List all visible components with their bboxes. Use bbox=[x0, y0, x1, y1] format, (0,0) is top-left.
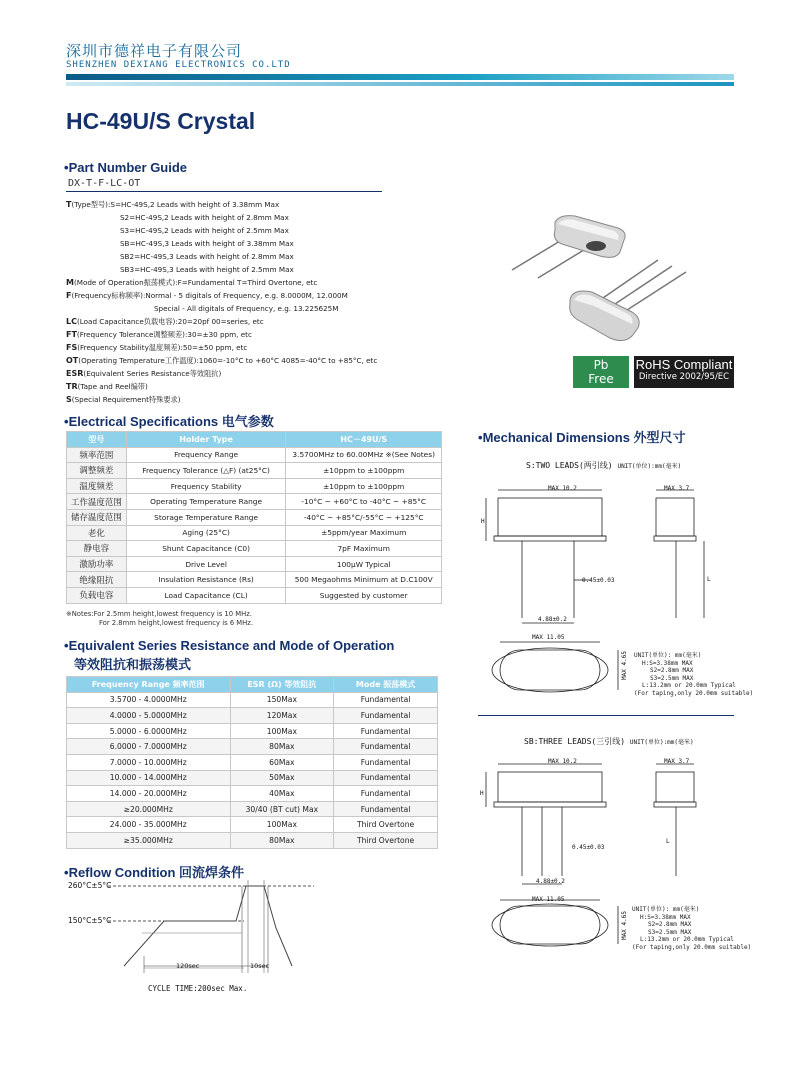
table-cell: Operating Temperature Range bbox=[126, 494, 286, 510]
dim3-max-3-7: MAX 3.7 bbox=[664, 758, 690, 765]
table-cell: Frequency Stability bbox=[126, 478, 286, 494]
part-number-key: FT bbox=[66, 330, 77, 339]
dim-lead-dia: 0.45±0.03 bbox=[582, 577, 615, 584]
notes-s3: S3=2.5mm MAX bbox=[650, 674, 694, 682]
part-number-line bbox=[66, 341, 466, 354]
table-row bbox=[67, 770, 438, 786]
table-row bbox=[67, 817, 438, 833]
table-cell: Suggested by customer bbox=[286, 587, 442, 603]
table-cell: Fundamental bbox=[334, 801, 438, 817]
table-row bbox=[67, 572, 442, 588]
dim3-h: H bbox=[480, 790, 484, 797]
table-cell: 6.0000 - 7.0000MHz bbox=[67, 739, 231, 755]
reflow-duration-120: 120sec bbox=[176, 962, 200, 970]
dim-max-3-7: MAX 3.7 bbox=[664, 485, 690, 492]
dim3-max-10-2: MAX 10.2 bbox=[548, 758, 577, 765]
part-number-line bbox=[66, 302, 466, 315]
part-number-text: (Special Requirement特殊要求) bbox=[71, 395, 181, 404]
dim3-max-4-65: MAX 4.65 bbox=[620, 911, 628, 940]
notes3-ltyp: L:13.2mm or 20.0mm Typical bbox=[640, 936, 734, 943]
part-number-line bbox=[66, 354, 466, 367]
company-name-cn: 深圳市德祥电子有限公司 bbox=[66, 42, 243, 60]
table-cell: 工作温度范围 bbox=[67, 494, 127, 510]
table-cell: Fundamental bbox=[334, 754, 438, 770]
table-cell: Frequency Range bbox=[126, 447, 286, 463]
part-number-text: Special - All digitals of Frequency, e.g. 13.225625M bbox=[154, 304, 339, 313]
table-cell: 10.000 - 14.000MHz bbox=[67, 770, 231, 786]
part-number-key: S bbox=[66, 395, 72, 404]
part-number-line bbox=[66, 211, 466, 224]
table-row bbox=[67, 786, 438, 802]
part-number-line bbox=[66, 380, 466, 393]
table-cell: 100Max bbox=[230, 817, 334, 833]
table-row bbox=[67, 708, 438, 724]
table-cell: 100Max bbox=[230, 723, 334, 739]
table-row bbox=[67, 692, 438, 708]
reflow-cycle-time: CYCLE TIME:200sec Max. bbox=[148, 984, 248, 993]
dim-max-4-65: MAX 4.65 bbox=[620, 651, 628, 680]
mech-divider bbox=[478, 715, 734, 716]
table-cell: 100μW Typical bbox=[286, 556, 442, 572]
table-cell: 3.5700 - 4.0000MHz bbox=[67, 692, 231, 708]
table-cell: 500 Megaohms Minimum at D.C100V bbox=[286, 572, 442, 588]
part-number-line bbox=[66, 224, 466, 237]
table-cell: Aging (25°C) bbox=[126, 525, 286, 541]
company-name-en: SHENZHEN DEXIANG ELECTRONICS CO.LTD bbox=[66, 60, 291, 70]
table-cell: Fundamental bbox=[334, 786, 438, 802]
table-cell: ±10ppm to ±100ppm bbox=[286, 463, 442, 479]
notes3-s2: S2=2.8mm MAX bbox=[648, 921, 692, 928]
part-number-text: SB3=HC-49S,3 Leads with height of 2.5mm Max bbox=[120, 265, 294, 274]
dim-h: H bbox=[481, 518, 485, 525]
table-row bbox=[67, 541, 442, 557]
part-number-heading: •Part Number Guide bbox=[64, 160, 188, 175]
notes-hs: H:S=3.38mm MAX bbox=[642, 659, 693, 667]
part-number-code: DX-T-F-LC-OT bbox=[68, 178, 141, 189]
part-number-line bbox=[66, 263, 466, 276]
part-number-text: (Operating Temperature工作温度):1060=-10°C to +60°C 4085=-40°C to +85°C, etc bbox=[78, 356, 378, 365]
table-cell: 80Max bbox=[230, 739, 334, 755]
part-number-text: (Tape and Reel编带) bbox=[77, 382, 148, 391]
part-number-text: (Frequency Tolerance调整频差):30=±30 ppm, etc bbox=[76, 330, 252, 339]
table-row bbox=[67, 478, 442, 494]
part-number-text: SB=HC-49S,3 Leads with height of 3.38mm Max bbox=[120, 239, 294, 248]
table-cell: 30/40 (BT cut) Max bbox=[230, 801, 334, 817]
table-row bbox=[67, 587, 442, 603]
electrical-table bbox=[66, 431, 442, 604]
three-leads-notes bbox=[632, 906, 751, 951]
part-number-line bbox=[66, 237, 466, 250]
divider bbox=[66, 191, 382, 192]
two-leads-notes bbox=[634, 652, 753, 697]
table-cell: Storage Temperature Range bbox=[126, 509, 286, 525]
dim3-l: L bbox=[666, 838, 670, 845]
pb-label: Pb bbox=[593, 358, 609, 372]
table-cell: 7pF Maximum bbox=[286, 541, 442, 557]
rohs-badge bbox=[634, 356, 734, 388]
page-title: HC-49U/S Crystal bbox=[66, 108, 256, 134]
table-cell: 14.000 - 20.000MHz bbox=[67, 786, 231, 802]
table-cell: 24.000 - 35.000MHz bbox=[67, 817, 231, 833]
table-row bbox=[67, 556, 442, 572]
esr-heading: •Equivalent Series Resistance and Mode of Operation bbox=[64, 638, 395, 653]
table-cell: ±5ppm/year Maximum bbox=[286, 525, 442, 541]
three-leads-title: SB:THREE LEADS(三引线) UNIT(单位):mm(毫米) bbox=[524, 737, 694, 746]
notes3-ltape: (For taping,only 20.0mm suitable) bbox=[632, 943, 752, 951]
table-cell: 老化 bbox=[67, 525, 127, 541]
table-cell: Fundamental bbox=[334, 708, 438, 724]
table-cell: Fundamental bbox=[334, 770, 438, 786]
table-cell: 7.0000 - 10.000MHz bbox=[67, 754, 231, 770]
notes3-s3: S3=2.5mm MAX bbox=[648, 928, 692, 936]
table-row bbox=[67, 463, 442, 479]
header-bar bbox=[66, 74, 734, 80]
part-number-text: (Mode of Operation振荡模式):F=Fundamental T=Third Overtone, etc bbox=[73, 278, 318, 287]
part-number-line bbox=[66, 367, 466, 380]
part-number-line bbox=[66, 276, 466, 289]
part-number-text: S2=HC-49S,2 Leads with height of 2.8mm Max bbox=[120, 213, 289, 222]
part-number-text: SB2=HC-49S,3 Leads with height of 2.8mm Max bbox=[120, 252, 294, 261]
esr-table bbox=[66, 676, 438, 849]
electrical-header-cell: 型号 bbox=[67, 432, 127, 448]
notes-ltyp: L:13.2mm or 20.0mm Typical bbox=[642, 682, 736, 689]
notes-ltape: (For taping,only 20.0mm suitable) bbox=[634, 689, 754, 697]
table-cell: 绝缘阻抗 bbox=[67, 572, 127, 588]
part-number-key: OT bbox=[66, 356, 79, 365]
table-cell: Fundamental bbox=[334, 692, 438, 708]
part-number-line bbox=[66, 393, 466, 406]
notes-s2: S2=2.8mm MAX bbox=[650, 667, 694, 674]
free-label: Free bbox=[588, 372, 614, 386]
part-number-text: (Frequency Stability温度频差):50=±50 ppm, etc bbox=[77, 343, 248, 352]
table-cell: Drive Level bbox=[126, 556, 286, 572]
table-cell: 40Max bbox=[230, 786, 334, 802]
electrical-header-cell: Holder Type bbox=[126, 432, 286, 448]
table-cell: 静电容 bbox=[67, 541, 127, 557]
electrical-note-2: For 2.8mm height,lowest frequency is 6 MHz. bbox=[99, 619, 254, 627]
table-cell: -40°C ~ +85°C/-55°C ~ +125°C bbox=[286, 509, 442, 525]
reflow-duration-10: 10sec bbox=[250, 962, 270, 970]
reflow-heading: •Reflow Condition 回流焊条件 bbox=[64, 865, 245, 880]
dim-lead-pitch: 4.88±0.2 bbox=[538, 616, 567, 623]
rohs-label: RoHS Compliant bbox=[635, 357, 733, 372]
table-cell: Third Overtone bbox=[334, 817, 438, 833]
part-number-list bbox=[66, 198, 466, 406]
dim-max-10-2: MAX 10.2 bbox=[548, 485, 577, 492]
esr-header-cell: Mode 振荡模式 bbox=[334, 677, 438, 693]
table-cell: 60Max bbox=[230, 754, 334, 770]
header-bar-thin bbox=[66, 82, 734, 86]
notes3-unit: UNIT(单位): mm(毫米) bbox=[632, 906, 700, 913]
table-cell: 150Max bbox=[230, 692, 334, 708]
pb-free-badge bbox=[573, 356, 629, 388]
reflow-soak-temp: 150°C±5°C bbox=[68, 916, 112, 925]
part-number-line bbox=[66, 289, 466, 302]
table-cell: Insulation Resistance (Rs) bbox=[126, 572, 286, 588]
two-leads-title: S:TWO LEADS(两引线) UNIT(单位):mm(毫米) bbox=[526, 461, 682, 470]
table-cell: Shunt Capacitance (C0) bbox=[126, 541, 286, 557]
reflow-profile-curve bbox=[124, 886, 292, 966]
part-number-key: LC bbox=[66, 317, 77, 326]
table-row bbox=[67, 723, 438, 739]
electrical-note-1: ※Notes:For 2.5mm height,lowest frequency is 10 MHz. bbox=[66, 610, 252, 618]
part-number-text: (Frequency标称频率):Normal - 5 digitals of Frequency, e.g. 8.0000M, 12.000M bbox=[71, 291, 348, 300]
table-cell: ±10ppm to ±100ppm bbox=[286, 478, 442, 494]
table-cell: Fundamental bbox=[334, 739, 438, 755]
reflow-peak-temp: 260°C±5°C bbox=[68, 881, 112, 890]
part-number-key: M bbox=[66, 278, 74, 287]
notes3-hs: H:S=3.38mm MAX bbox=[640, 913, 691, 921]
dim-max-11-05: MAX 11.05 bbox=[532, 634, 565, 641]
crystal-two-lead bbox=[512, 216, 625, 278]
table-cell: ≥20.000MHz bbox=[67, 801, 231, 817]
part-number-line bbox=[66, 328, 466, 341]
part-number-text: (Equivalent Series Resistance等效阻抗) bbox=[83, 369, 222, 378]
notes-unit: UNIT(单位): mm(毫米) bbox=[634, 652, 702, 659]
dim3-max-11-05: MAX 11.05 bbox=[532, 896, 565, 903]
table-cell: Third Overtone bbox=[334, 832, 438, 848]
part-number-key: ESR bbox=[66, 369, 84, 378]
dim-l: L bbox=[707, 576, 711, 583]
rohs-directive: Directive 2002/95/EC bbox=[638, 372, 730, 382]
dim3-lead-dia: 0.45±0.03 bbox=[572, 844, 605, 851]
crystal-photo bbox=[500, 200, 700, 350]
table-cell: 储存温度范围 bbox=[67, 509, 127, 525]
table-cell: -10°C ~ +60°C to -40°C ~ +85°C bbox=[286, 494, 442, 510]
table-row bbox=[67, 832, 438, 848]
crystal-three-lead bbox=[570, 260, 686, 341]
table-cell: Load Capacitance (CL) bbox=[126, 587, 286, 603]
part-number-key: T bbox=[66, 200, 72, 209]
table-row bbox=[67, 754, 438, 770]
table-cell: 50Max bbox=[230, 770, 334, 786]
table-cell: 负载电容 bbox=[67, 587, 127, 603]
table-row bbox=[67, 739, 438, 755]
table-cell: ≥35.000MHz bbox=[67, 832, 231, 848]
table-cell: 120Max bbox=[230, 708, 334, 724]
table-cell: 温度频差 bbox=[67, 478, 127, 494]
part-number-line bbox=[66, 250, 466, 263]
table-row bbox=[67, 494, 442, 510]
table-cell: 频率范围 bbox=[67, 447, 127, 463]
table-row bbox=[67, 525, 442, 541]
part-number-text: S3=HC-49S,2 Leads with height of 2.5mm Max bbox=[120, 226, 289, 235]
table-cell: 4.0000 - 5.0000MHz bbox=[67, 708, 231, 724]
electrical-header-cell: HC－49U/S bbox=[286, 432, 442, 448]
electrical-heading: •Electrical Specifications 电气参数 bbox=[64, 414, 274, 429]
esr-header-cell: Frequency Range 频率范围 bbox=[67, 677, 231, 693]
table-cell: Frequency Tolerance (△F) (at25°C) bbox=[126, 463, 286, 479]
table-row bbox=[67, 447, 442, 463]
part-number-key: FS bbox=[66, 343, 78, 352]
table-cell: Fundamental bbox=[334, 723, 438, 739]
mechanical-heading: •Mechanical Dimensions 外型尺寸 bbox=[478, 430, 686, 445]
table-cell: 3.5700MHz to 60.00MHz ※(See Notes) bbox=[286, 447, 442, 463]
part-number-line bbox=[66, 315, 466, 328]
part-number-line bbox=[66, 198, 466, 211]
reflow-chart bbox=[64, 878, 324, 998]
table-row bbox=[67, 509, 442, 525]
table-cell: 5.0000 - 6.0000MHz bbox=[67, 723, 231, 739]
table-cell: 激励功率 bbox=[67, 556, 127, 572]
dim3-lead-pitch: 4.88±0.2 bbox=[536, 878, 565, 885]
part-number-key: F bbox=[66, 291, 72, 300]
part-number-key: TR bbox=[66, 382, 78, 391]
part-number-text: (Load Capacitance负载电容):20=20pf 00=series, etc bbox=[76, 317, 264, 326]
table-cell: 80Max bbox=[230, 832, 334, 848]
part-number-text: (Type型号):S=HC-49S,2 Leads with height of 3.38mm Max bbox=[71, 200, 280, 209]
esr-header-cell: ESR (Ω) 等效阻抗 bbox=[230, 677, 334, 693]
table-cell: 调整频差 bbox=[67, 463, 127, 479]
esr-heading-cn: 等效阻抗和振荡模式 bbox=[74, 657, 192, 672]
table-row bbox=[67, 801, 438, 817]
